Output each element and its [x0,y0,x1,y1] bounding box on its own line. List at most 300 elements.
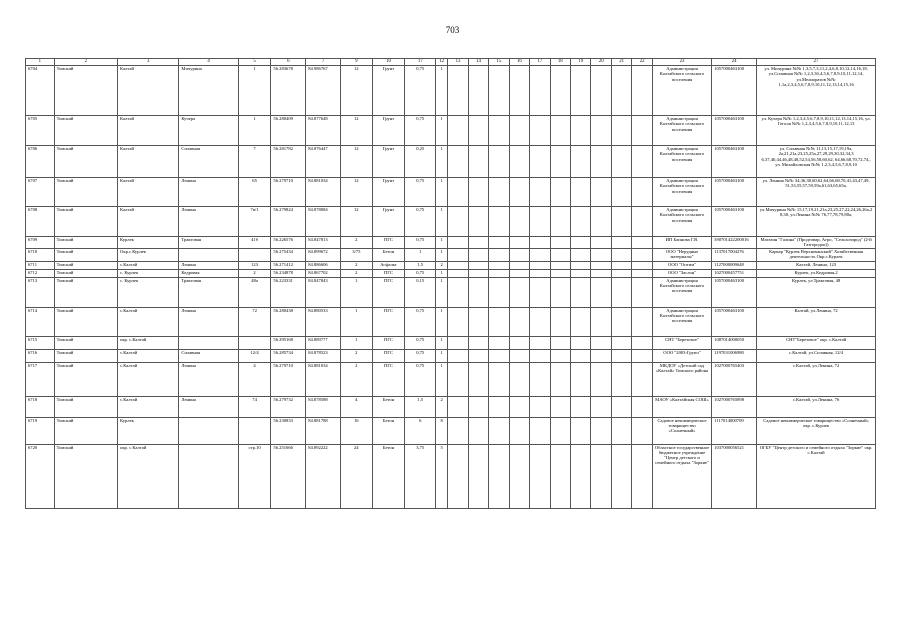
table-cell: Томский [54,116,117,146]
table-cell [489,116,509,146]
table-cell [591,349,611,362]
table-cell: ПГС [372,336,405,349]
table-cell [468,66,488,116]
table-cell [509,269,529,277]
table-cell: окр. с.Калтай [118,444,179,508]
table-cell [550,417,570,444]
table-cell [489,248,509,261]
table-cell [448,237,468,249]
table-cell: ул. Сплавная №№ 11,13,15,17,19,19а, 2а,21,21а,23,25,25а,27,29,29,30,32,34,3 6,37,40,44,46,48,48,52,54,56,58,60,62, 64,66,68,70,72,74,, ул. Михайловская №№ 1,2,3,4,5,6,7,8,9,10 [757,146,876,178]
table-cell: Садовое некоммерческое товарищество «Солнечный» [652,417,711,444]
table-cell: Калтай [118,66,179,116]
table-cell: 6708 [26,207,55,237]
table-cell: Бетон [372,396,405,417]
table-cell: 1087014000050 [712,336,757,349]
table-cell [550,444,570,508]
table-cell [611,336,631,349]
table-cell [509,248,529,261]
table-row [26,116,876,146]
table-cell [530,362,550,396]
table-cell: 4 [238,362,271,396]
table-cell [509,178,529,207]
table-cell [468,269,488,277]
table-cell: Томский [54,349,117,362]
table-cell: ООО "Нерудные материалы" [652,248,711,261]
table-cell [611,116,631,146]
table-cell: Администрация Калтайского сельского поселения [652,146,711,178]
table-cell: 4 [340,396,372,417]
table-cell [448,307,468,336]
table-cell [550,277,570,307]
table-cell: 65 [238,178,271,207]
table-cell: Грунт [372,116,405,146]
table-cell: 1 [436,362,448,396]
table-cell: Томский [54,207,117,237]
table-cell: Администрация Калтайского сельского поселения [652,277,711,307]
table-cell [448,362,468,396]
table-cell: 84.878523 [306,349,341,362]
table-cell: 1 [436,349,448,362]
table-cell: 2 [340,362,372,396]
table-cell: 0,75 [405,269,436,277]
table-cell [591,277,611,307]
table-cell: 12 [340,207,372,237]
table-cell: с. Курлек [118,269,179,277]
table-cell: 1057000463100 [712,116,757,146]
table-cell: Бетон [372,444,405,508]
table-cell: Томский [54,336,117,349]
table-cell [468,178,488,207]
table-cell: 84.847843 [306,277,341,307]
table-cell [571,269,591,277]
table-cell [550,237,570,249]
table-cell [468,277,488,307]
table-cell [571,178,591,207]
header-cell: 3 [118,59,179,66]
table-cell [448,396,468,417]
header-cell: 1 [26,59,55,66]
table-cell [509,336,529,349]
table-cell: с.Калтай [118,261,179,269]
table-cell: Курлек [118,417,179,444]
table-cell [468,248,488,261]
table-cell: 1137017004276 [712,248,757,261]
table-cell: 1197031006980 [712,349,757,362]
table-cell [489,146,509,178]
table-cell [530,207,550,237]
table-cell [611,248,631,261]
table-cell: Калтай [118,146,179,178]
table-cell [468,207,488,237]
roads-table [25,58,876,509]
header-cell: 17 [530,59,550,66]
table-cell [632,362,652,396]
table-cell: Курлек, ул.Кедровая,2 [757,269,876,277]
table-cell: 56.234878 [271,269,306,277]
table-cell: Сплавная [179,146,238,178]
table-cell: ООО "2003-Групп" [652,349,711,362]
header-cell: 2 [54,59,117,66]
header-cell: 5 [238,59,271,66]
header-cell: 14 [468,59,488,66]
table-cell: Калтай, Ленина, 123 [757,261,876,269]
table-cell: 1 [436,277,448,307]
table-cell [489,269,509,277]
table-cell [448,207,468,237]
table-cell [530,146,550,178]
table-cell: 6706 [26,146,55,178]
table-cell: МАОУ «Калтайская СОШ» [652,396,711,417]
table-cell [591,362,611,396]
table-cell: 1127000009648 [712,261,757,269]
table-cell: МКДОУ «Детский сад «Калтай» Томского района [652,362,711,396]
table-cell: 12 [340,178,372,207]
table-cell [238,336,271,349]
table-cell [571,66,591,116]
table-cell [591,237,611,249]
table-cell [489,444,509,508]
table-cell: 84.892222 [306,444,341,508]
table-cell: Ленина [179,178,238,207]
table-cell [611,417,631,444]
table-cell: 56.279824 [271,207,306,237]
header-cell: 21 [611,59,631,66]
table-cell: 1 [436,66,448,116]
table-cell [632,444,652,508]
table-cell: 3,75 [405,444,436,508]
table-cell [179,248,238,261]
table-cell [591,417,611,444]
table-cell: 56.280409 [271,116,306,146]
table-cell: 1 [238,66,271,116]
table-cell: Бетон [372,417,405,444]
table-cell: 1 [436,207,448,237]
table-cell: 24 [340,444,372,508]
table-cell: 84.878588 [306,396,341,417]
table-cell [179,417,238,444]
table-cell [550,269,570,277]
table-cell [550,336,570,349]
table-cell [571,349,591,362]
table-cell [591,269,611,277]
table-cell: ПГС [372,269,405,277]
table-row [26,146,876,178]
table-cell [179,444,238,508]
table-cell [509,277,529,307]
table-cell: 56.295168 [271,336,306,349]
table-cell: Томский [54,307,117,336]
table-cell [179,336,238,349]
table-cell: 6717 [26,362,55,396]
table-cell [611,146,631,178]
table-cell: Администрация Калтайского сельского поселения [652,307,711,336]
table-cell [448,248,468,261]
table-cell: Томский [54,66,117,116]
table-cell [632,269,652,277]
table-cell: с.Калтай [118,396,179,417]
header-cell: 27 [757,59,876,66]
table-cell: 0,75 [405,362,436,396]
table-cell: 84.880533 [306,307,341,336]
table-cell [530,66,550,116]
table-cell [632,396,652,417]
table-cell [591,444,611,508]
table-cell: 7в/1 [238,207,271,237]
table-cell: 6710 [26,248,55,261]
table-cell: 12 [340,146,372,178]
table-cell [509,116,529,146]
table-cell [530,396,550,417]
table-cell: Трактовая [179,237,238,249]
table-cell [571,146,591,178]
table-cell: 1 [238,116,271,146]
table-cell [489,349,509,362]
table-cell [611,269,631,277]
table-cell: 84.867702 [306,269,341,277]
header-cell: 17 [405,59,436,66]
table-cell: Сплавная [179,349,238,362]
table-cell: 1057000463100 [712,146,757,178]
table-cell: Томский [54,444,117,508]
table-cell [489,207,509,237]
table-cell: ПГС [372,307,405,336]
table-cell: Областное государственное бюджетное учреждение "Центр детского и семейного отдыха "Зоркие" [652,444,711,508]
table-cell [489,66,509,116]
table-cell: Администрация Калтайского сельского поселения [652,116,711,146]
table-cell [468,307,488,336]
table-cell: 56.285734 [271,349,306,362]
header-cell: 6 [271,59,306,66]
header-row [26,59,876,66]
table-cell [571,336,591,349]
table-cell [509,349,529,362]
header-cell: 22 [632,59,652,66]
table-cell: с.Калтай [118,349,179,362]
table-cell: Ленина [179,362,238,396]
table-cell: 6713 [26,277,55,307]
table-cell [509,237,529,249]
table-cell: 1 [436,248,448,261]
table-cell: ул.Мичурина №№ 15,17,19,21,21а,23,25,27,22,24,26,26а,2 8,30, ул.Ленина №№ 76,77,78,79,80а, [757,207,876,237]
table-cell [530,178,550,207]
table-cell: 123 [238,261,271,269]
header-cell: 19 [571,59,591,66]
table-cell [632,277,652,307]
header-cell: 10 [372,59,405,66]
table-cell: 1 [436,336,448,349]
table-cell [571,417,591,444]
table-cell [591,116,611,146]
table-cell: 56.279710 [271,362,306,396]
table-cell [509,207,529,237]
table-cell [632,116,652,146]
table-cell: 56.283678 [271,66,306,116]
table-cell: Грунт [372,66,405,116]
table-cell: ул. Мичурина №№ 1,3,5,7,3,11,2,4,6,8,10,12,14,16,18, ул.Сплавная №№ 1,2,3,3б,4,5,6,7,8,9,10,11,12,14, ул.Мелиоратов №№ 1,1а,2,3,4,5,6,7,8,9,10,11,12,13,14,15,16 [757,66,876,116]
table-cell [571,277,591,307]
table-row [26,362,876,396]
table-cell: 1027000765898 [712,396,757,417]
table-cell: 1 [436,178,448,207]
table-cell: Кучера [179,116,238,146]
table-cell: 6705 [26,116,55,146]
table-cell: 1117014000709 [712,417,757,444]
table-cell: 56.251666 [271,444,306,508]
table-cell: Карьер "Курлек Верхнеканский" Хозяйственная деятельность Окр.с.Курлек [757,248,876,261]
table-cell: 2 [340,237,372,249]
table-cell: 74 [238,396,271,417]
table-cell: ООО "Заслон" [652,269,711,277]
table-cell: Бетон [372,248,405,261]
table-cell: ПГС [372,277,405,307]
table-cell [489,237,509,249]
table-cell: 5 [436,444,448,508]
table-cell: 2 [340,261,372,269]
header-cell: 13 [448,59,468,66]
table-cell: 0,75 [405,336,436,349]
table-cell: 56.275434 [271,248,306,261]
table-cell: Трактовая [179,277,238,307]
table-cell: 1037000056521 [712,444,757,508]
table-cell: 1 [340,307,372,336]
table-cell: Калтай [118,178,179,207]
table-cell: Ленина [179,261,238,269]
header-cell: 24 [712,59,757,66]
table-cell: 1,5 [405,396,436,417]
table-row [26,417,876,444]
table-cell [448,349,468,362]
header-cell: 12 [436,59,448,66]
table-cell: 2 [436,396,448,417]
table-cell [591,307,611,336]
table-cell: Томский [54,277,117,307]
table-cell: ул. Кучера №№ 1,2,3,4,5,6,7,8,9,10,11,12,13,14,15,16, ул. Гоголя №№ 1,2,3,4,5,6,7,8,9,10,11,12,13 [757,116,876,146]
table-cell: Грунт [372,207,405,237]
table-cell [571,116,591,146]
table-cell: 8 [436,417,448,444]
table-cell [550,362,570,396]
table-cell [550,261,570,269]
table-cell: 12 [340,66,372,116]
table-cell [530,307,550,336]
table-cell: 84.889777 [306,336,341,349]
table-cell: Ленина [179,307,238,336]
table-cell: Ленина [179,396,238,417]
table-cell [489,307,509,336]
table-cell [509,362,529,396]
table-cell: Кедровая [179,269,238,277]
table-cell [489,261,509,269]
table-cell: Курлек [118,237,179,249]
table-cell: Грунт [372,178,405,207]
table-cell [448,261,468,269]
page-number: 703 [445,25,460,35]
table-cell [611,444,631,508]
table-cell [632,248,652,261]
table-cell: ИП Блинова Г.В. [652,237,711,249]
table-cell: Асфальт [372,261,405,269]
header-cell: 15 [489,59,509,66]
table-cell: 6714 [26,307,55,336]
table-cell: 56.280438 [271,307,306,336]
table-cell: 1057000463100 [712,207,757,237]
table-cell [550,396,570,417]
table-row [26,248,876,261]
table-cell: 56.281782 [271,146,306,178]
table-cell: с.Калтай [118,362,179,396]
table-cell [632,417,652,444]
table-cell: 84.876447 [306,146,341,178]
table-cell: 7 [238,146,271,178]
table-cell: 0,75 [405,307,436,336]
table-cell: стр.10 [238,444,271,508]
table-cell: 12 [340,116,372,146]
table-cell: 390701422200016 [712,237,757,249]
table-cell [632,146,652,178]
table-cell [632,261,652,269]
table-cell [632,66,652,116]
table-cell: окр. с.Калтай [118,336,179,349]
table-cell: 1057000463100 [712,307,757,336]
table-cell: 56.226576 [271,237,306,249]
table-cell [611,349,631,362]
table-cell [611,362,631,396]
table-cell [632,207,652,237]
table-cell [550,248,570,261]
table-cell [448,444,468,508]
table-cell: ООО "Оптим" [652,261,711,269]
table-cell [571,237,591,249]
table-cell: 0,75 [405,66,436,116]
table-cell [550,207,570,237]
table-cell [448,116,468,146]
table-row [26,237,876,249]
table-row [26,336,876,349]
table-cell: с. Курлек [118,277,179,307]
table-cell [468,362,488,396]
table-cell [468,396,488,417]
table-cell [468,444,488,508]
table-cell [468,261,488,269]
table-cell: 84.881788 [306,417,341,444]
table-row [26,269,876,277]
table-cell [448,146,468,178]
table-cell [238,417,271,444]
table-cell [530,277,550,307]
table-cell: 1 [436,269,448,277]
table-cell: 56.230833 [271,417,306,444]
header-cell: 9 [340,59,372,66]
table-row [26,261,876,269]
table-cell [468,237,488,249]
table-cell: 6 [405,417,436,444]
table-cell: 0,75 [405,207,436,237]
table-cell [530,349,550,362]
table-cell: 0,15 [405,277,436,307]
table-cell: 84.986767 [306,66,341,116]
table-cell: 16 [340,417,372,444]
table-cell: 0,25 [405,146,436,178]
table-cell: ул. Ленина №№ 34,36,38,60,62,64,66,68,70,41,43,47,49, 51,53,55,57,59,59а,61,63,65,65а, [757,178,876,207]
table-cell: Калтай [118,116,179,146]
table-row [26,349,876,362]
table-cell: Томский [54,146,117,178]
table-cell [550,178,570,207]
table-cell: с.Калтай [118,307,179,336]
table-cell [509,417,529,444]
table-cell: 1 [436,146,448,178]
table-cell: 6709 [26,237,55,249]
